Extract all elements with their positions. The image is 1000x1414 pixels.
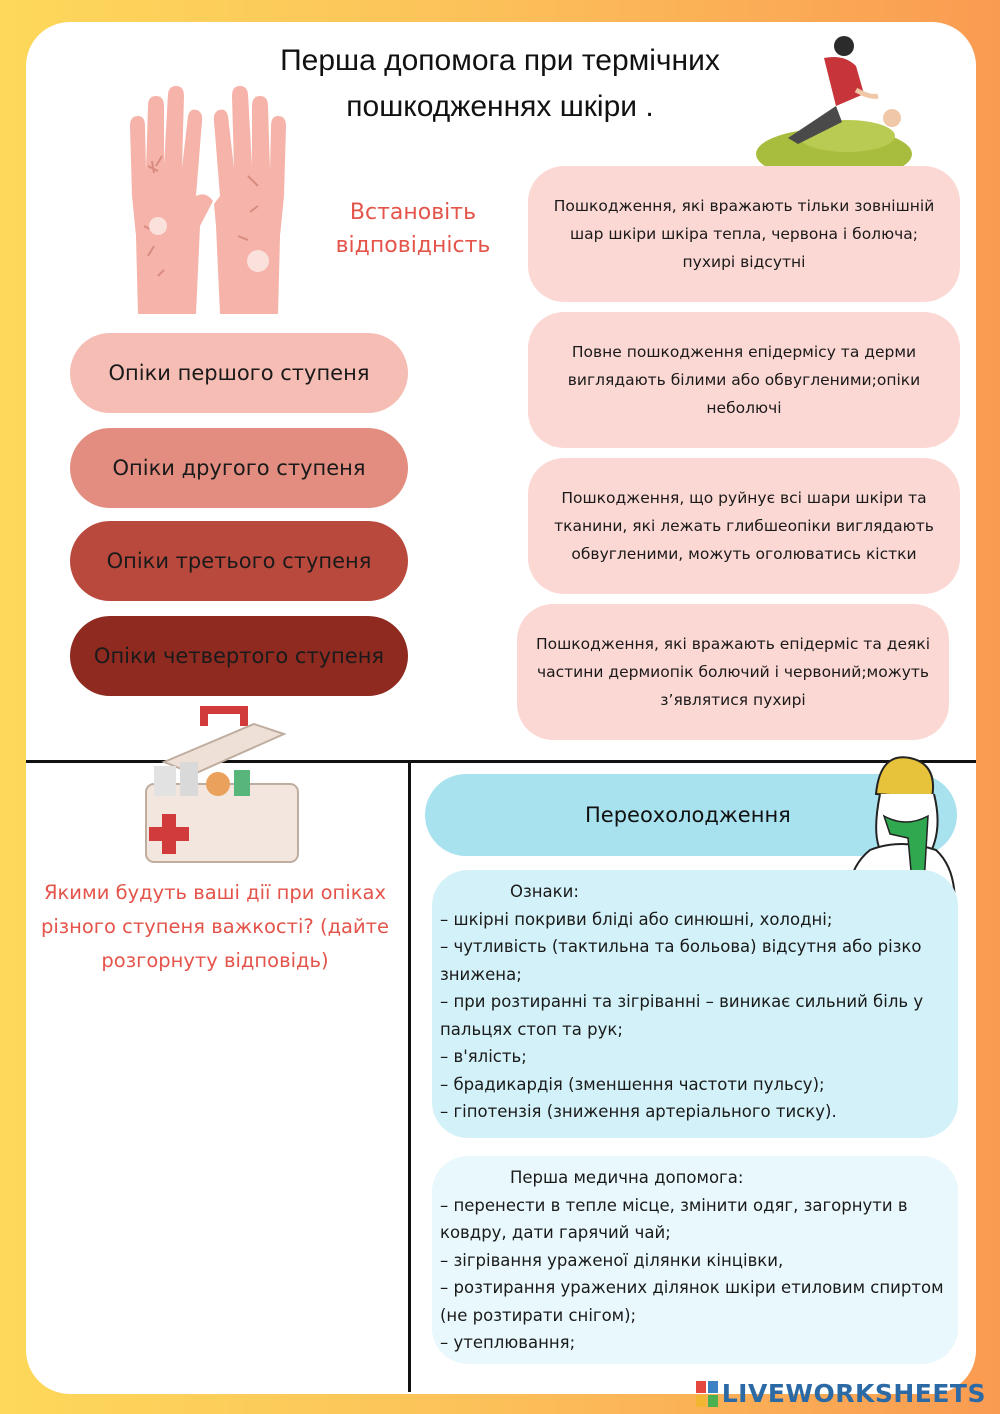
description-box-1[interactable]	[528, 166, 960, 302]
description-box-2[interactable]	[528, 312, 960, 448]
symptoms-card	[432, 870, 958, 1138]
burn-degree-4-pill[interactable]	[70, 616, 408, 696]
burn-degree-3-label: Опіки третього ступеня	[106, 549, 372, 573]
burn-degree-2-pill[interactable]	[70, 428, 408, 508]
symptom-item: – при розтиранні та зігріванні – виникає сильний біль у пальцях стоп та рук;	[440, 992, 924, 1039]
burned-hands-illustration	[118, 86, 298, 314]
matching-instruction: Встановіть відповідність	[335, 200, 491, 258]
description-text-3: Пошкодження, що руйнує всі шари шкіри та тканини, які лежать глибшеопіки виглядають обвугленими, можуть оголюватись кістки	[554, 489, 934, 563]
vertical-divider	[408, 762, 411, 1392]
open-question: Якими будуть ваші дії при опіках різного ступеня важкості? (дайте розгорнуту відповідь)	[40, 881, 390, 972]
first-aid-kit-icon	[134, 704, 304, 866]
first-aid-item: – зігрівання ураженої ділянки кінцівки,	[440, 1250, 784, 1270]
symptom-item: – брадикардія (зменшення частоти пульсу);	[440, 1074, 825, 1094]
burn-degree-4-label: Опіки четвертого ступеня	[93, 644, 385, 668]
symptom-item: – гіпотензія (зниження артеріального тиску).	[440, 1102, 837, 1121]
title-line-1: Перша допомога при термічних	[280, 44, 720, 77]
hypothermia-title: Переохолодження	[585, 803, 791, 827]
first-aid-item: – утеплювання;	[440, 1333, 576, 1352]
description-box-4[interactable]	[517, 604, 949, 740]
liveworksheets-logo[interactable]	[696, 1379, 986, 1408]
description-text-2: Повне пошкодження епідермісу та дерми виглядають білими або обвугленими;опіки неболючі	[567, 343, 921, 417]
burn-degree-1-label: Опіки першого ступеня	[108, 361, 370, 385]
symptoms-heading: Ознаки:	[510, 882, 579, 901]
brand-text: LIVEWORKSHEETS	[721, 1379, 986, 1408]
title-line-2: пошкодженнях шкіри .	[346, 90, 654, 123]
first-aid-item: – перенести в тепле місце, змінити одяг, загорнути в ковдру, дати гарячий чай;	[440, 1195, 908, 1242]
burn-degree-1-pill[interactable]	[70, 333, 408, 413]
first-aid-heading: Перша медична допомога:	[510, 1168, 744, 1187]
description-box-3[interactable]	[528, 458, 960, 594]
liveworksheets-icon	[696, 1381, 718, 1407]
description-text-4: Пошкодження, які вражають епідерміс та деякі частини дермиопік болючий і червоний;можуть з’являтися пухирі	[535, 635, 931, 709]
first-aid-item: – розтирання уражених ділянок шкіри етиловим спиртом (не розтирати снігом);	[440, 1278, 944, 1325]
burn-degree-3-pill[interactable]	[70, 521, 408, 601]
first-aid-card	[432, 1156, 958, 1364]
symptom-item: – чутливість (тактильна та больова) відсутня або різко знижена;	[440, 937, 922, 984]
symptom-item: – в'ялість;	[440, 1047, 527, 1066]
symptom-item: – шкірні покриви бліді або синюшні, холодні;	[440, 909, 833, 929]
description-text-1: Пошкодження, які вражають тільки зовнішній шар шкіри шкіра тепла, червона і болюча; пухирі відсутні	[553, 197, 935, 271]
burn-degree-2-label: Опіки другого ступеня	[112, 456, 366, 480]
